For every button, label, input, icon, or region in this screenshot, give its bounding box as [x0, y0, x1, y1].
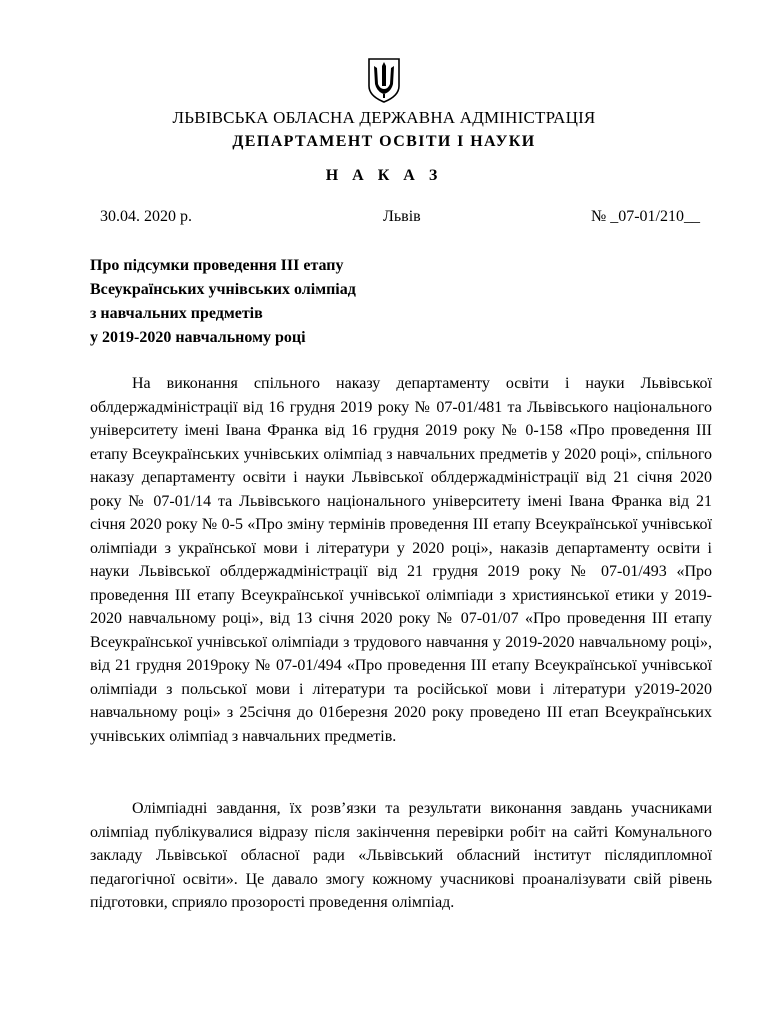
trident-coat-of-arms-icon	[366, 56, 402, 104]
order-subject	[90, 254, 490, 350]
subject-line: Всеукраїнських учнівських олімпіад	[90, 281, 356, 298]
body-paragraph: Олімпіадні завдання, їх розв’язки та результати виконання завдань учасниками олімпіад публікувалися відразу після закінчення перевірки робіт на сайті Комунального закладу Львівської обласної ради «Львівський обласний інститут післядипломної педагогічної освіти». Це давало змогу кожному учасникові проаналізувати свій рівень підготовки, сприяло прозорості проведення олімпіад.	[90, 800, 712, 911]
agency-title: ЛЬВІВСЬКА ОБЛАСНА ДЕРЖАВНА АДМІНІСТРАЦІЯ	[172, 108, 596, 127]
document-type-title: Н А К А З	[325, 167, 443, 184]
department-title: ДЕПАРТАМЕНТ ОСВІТИ І НАУКИ	[232, 133, 536, 150]
subject-line: у 2019-2020 навчальному році	[90, 329, 306, 346]
order-city: Львів	[383, 208, 421, 225]
order-number: № _07-01/210__	[590, 208, 700, 225]
body-paragraph: На виконання спільного наказу департаменту освіти і науки Львівської облдержадміністрації від 16 грудня 2019 року № 07-01/481 та Львівського національного університету імені Івана Франка від 16 грудня 2019 року № 0-158 «Про проведення ІІІ етапу Всеукраїнських учнівських олімпіад з навчальних предметів у 2020 році», спільного наказу департаменту освіти і науки Львівської облдержадміністрації від 21 січня 2020 року № 07-01/14 та Львівського національного університету імені Івана Франка від 21 січня 2020 року № 0-5 «Про зміну термінів проведення ІІІ етапу Всеукраїнської учнівської олімпіади з української мови і літератури у 2020 році», наказів департаменту освіти і науки Львівської облдержадміністрації від 21 грудня 2019 року № 07-01/493 «Про проведення ІІІ етапу Всеукраїнської учнівської олімпіади з християнської етики у 2019-2020 навчальному році», від 13 січня 2020 року № 07-01/07 «Про проведення ІІІ етапу Всеукраїнської учнівської олімпіади з трудового навчання у 2019-2020 навчальному році», від 21 грудня 2019року № 07-01/494 «Про проведення ІІІ етапу Всеукраїнської учнівської олімпіади з польської мови і літератури та російської мови і літератури у2019-2020 навчальному році» з 25січня до 01березня 2020 року проведено ІІІ етап Всеукраїнських учнівських олімпіад з навчальних предметів.	[90, 375, 712, 745]
subject-line: Про підсумки проведення ІІІ етапу	[90, 257, 344, 274]
subject-line: з навчальних предметів	[90, 305, 263, 322]
order-date: 30.04. 2020 р.	[100, 208, 192, 225]
